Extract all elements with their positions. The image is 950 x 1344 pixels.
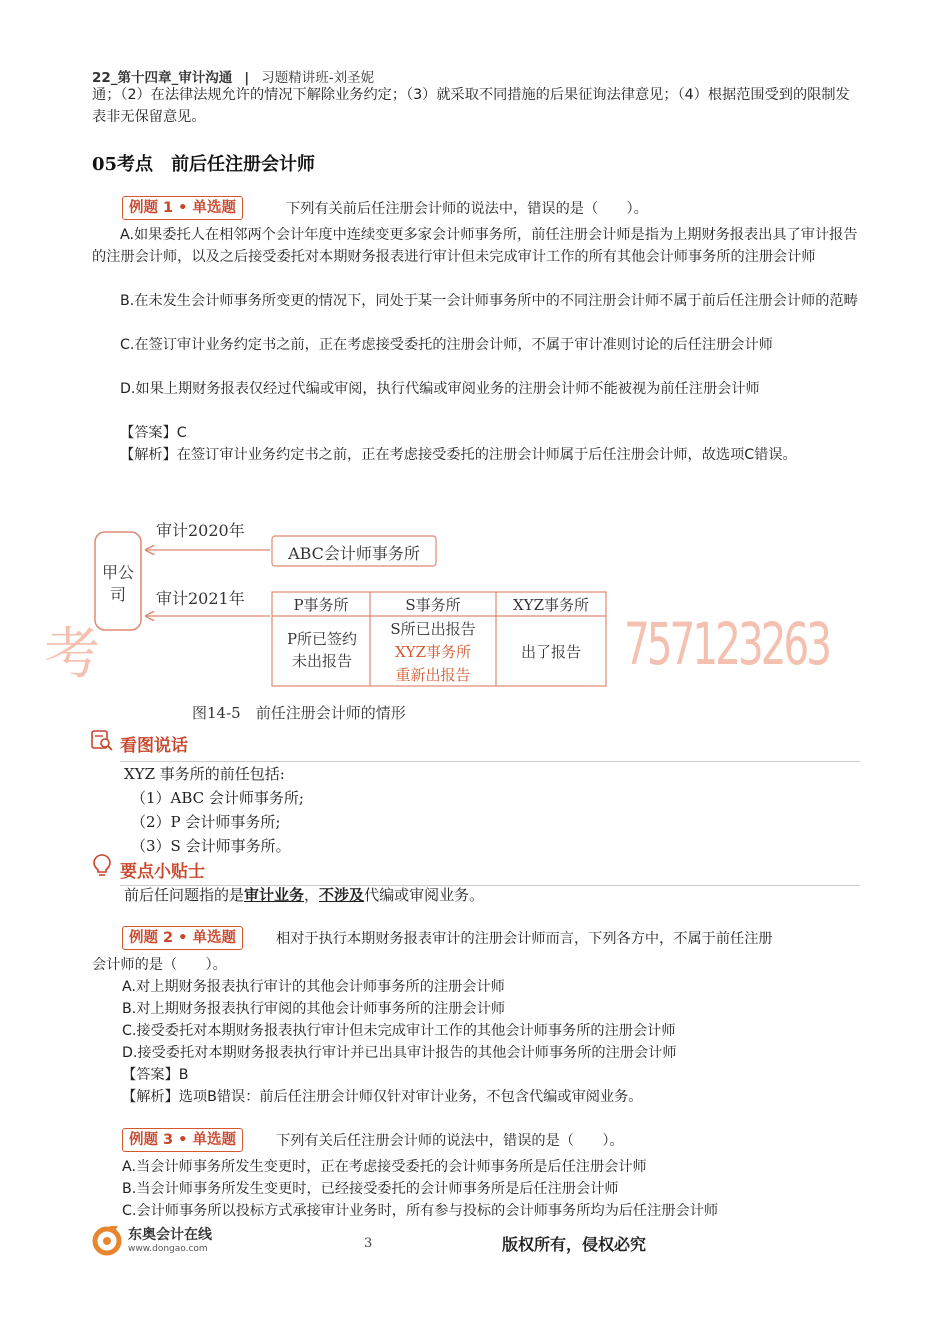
example3-badge: 例题 3 • 单选题 [122, 1128, 243, 1152]
example2-option-d: D.接受委托对本期财务报表执行审计并已出具审计报告的其他会计师事务所的注册会计师 [122, 1045, 677, 1061]
intro-paragraph: 通；（2）在法律法规允许的情况下解除业务约定；（3）就采取不同措施的后果征询法律意见；（4）根据范围受到的限制发表非无保留意见。 [92, 87, 850, 125]
example2-analysis: 【解析】选项B错误：前后任注册会计师仅针对审计业务，不包含代编或审阅业务。 [122, 1089, 643, 1105]
example1-badge: 例题 1 • 单选题 [122, 196, 243, 220]
example3-option-b: B.当会计师事务所发生变更时，已经接受委托的会计师事务所是后任注册会计师 [122, 1181, 619, 1197]
course-name: 习题精讲班-刘圣妮 [261, 70, 375, 86]
magnifier-doc-icon [90, 729, 114, 751]
example1-option-c: C.在签订审计业务约定书之前，正在考虑接受委托的注册会计师，不属于审计准则讨论的后任注册会计师 [120, 337, 773, 353]
header-separator: | [244, 70, 250, 86]
header-xyz-firm: XYZ事务所 [512, 596, 589, 614]
tip-see-line: （1）ABC 会计师事务所; [131, 789, 304, 807]
example2-option-c: C.接受委托对本期财务报表执行审计但未完成审计工作的其他会计师事务所的注册会计师 [122, 1023, 676, 1039]
example2-option-a: A.对上期财务报表执行审计的其他会计师事务所的注册会计师 [122, 979, 505, 995]
example2-badge: 例题 2 • 单选题 [122, 926, 243, 950]
chapter-title: 22_第十四章_审计沟通 [92, 70, 233, 86]
copyright-notice: 版权所有，侵权必究 [502, 1235, 647, 1254]
example3-option-a: A.当会计师事务所发生变更时，正在考虑接受委托的会计师事务所是后任注册会计师 [122, 1159, 647, 1175]
dongao-logo-icon [92, 1224, 122, 1256]
example2-option-b: B.对上期财务报表执行审阅的其他会计师事务所的注册会计师 [122, 1001, 506, 1017]
header-s-firm: S事务所 [405, 596, 461, 614]
example3-question: 下列有关后任注册会计师的说法中，错误的是（ ）。 [276, 1133, 624, 1149]
tip-key-emphasis-exclude: 不涉及 [319, 886, 365, 904]
abc-firm-label: ABC会计师事务所 [288, 544, 420, 563]
audit-2021-label: 审计2021年 [156, 589, 245, 608]
example1-option-a: A.如果委托人在相邻两个会计年度中连续变更多家会计师事务所，前任注册会计师是指为上期财务报表出具了审计报告的注册会计师，以及之后接受委托对本期财务报表进行审计但未完成审计工作的所有其他会计师事务所的注册会计师 [92, 227, 858, 265]
logo-url: www.dongao.com [128, 1244, 208, 1254]
tip-see-line: XYZ 事务所的前任包括: [124, 765, 285, 783]
s-firm-status [370, 618, 496, 687]
section-heading [92, 150, 315, 176]
lightbulb-icon [92, 853, 112, 877]
tip-see-content [124, 762, 304, 858]
tip-see-line: （2）P 会计师事务所; [131, 813, 281, 831]
example3-option-c: C.会计师事务所以投标方式承接审计业务时，所有参与投标的会计师事务所均为后任注册会计师 [122, 1203, 719, 1219]
tip-see-title: 看图说话 [120, 736, 188, 756]
s-firm-status-line2: XYZ事务所 [394, 643, 471, 661]
s-firm-status-line1: S所已出报告 [390, 620, 476, 638]
tip-key-content [124, 884, 484, 906]
tip-see-line: （3）S 会计师事务所。 [131, 837, 291, 855]
example2-question-part2: 会计师的是（ ）。 [92, 957, 227, 973]
tip-key-emphasis-audit: 审计业务 [244, 886, 305, 904]
tip-key-comma: ， [304, 886, 320, 904]
tip-key-suffix: 代编或审阅业务。 [364, 886, 485, 904]
section-number: 05考点 [92, 154, 154, 175]
example1-answer: 【答案】C [120, 425, 187, 441]
p-firm-status: P所已签约未出报告 [286, 630, 358, 670]
example2-question-part1: 相对于执行本期财务报表审计的注册会计师而言，下列各方中，不属于前任注册 [276, 931, 773, 947]
section-title: 前后任注册会计师 [171, 154, 316, 175]
example1-question: 下列有关前后任注册会计师的说法中，错误的是（ ）。 [286, 201, 648, 217]
example1-option-b: B.在未发生会计师事务所变更的情况下，同处于某一会计师事务所中的不同注册会计师不属于前后任注册会计师的范畴 [120, 293, 858, 309]
s-firm-status-line3: 重新出报告 [395, 666, 471, 684]
example2-answer: 【答案】B [122, 1067, 189, 1083]
watermark-number: 757123263 [624, 610, 829, 678]
header-p-firm: P事务所 [293, 596, 349, 614]
tip-key-title: 要点小贴士 [120, 862, 205, 882]
company-label: 甲公司 [101, 563, 134, 604]
example1-analysis: 【解析】在签订审计业务约定书之前，正在考虑接受委托的注册会计师属于后任注册会计师，故选项C错误。 [120, 447, 797, 463]
logo-name: 东奥会计在线 [128, 1227, 212, 1243]
xyz-firm-status: 出了报告 [520, 643, 581, 661]
diagram-caption: 图14-5 前任注册会计师的情形 [192, 704, 406, 722]
page-number: 3 [364, 1236, 373, 1251]
audit-2020-label: 审计2020年 [156, 521, 245, 540]
example1-option-d: D.如果上期财务报表仅经过代编或审阅，执行代编或审阅业务的注册会计师不能被视为前任注册会计师 [120, 381, 760, 397]
tip-key-prefix: 前后任问题指的是 [124, 886, 245, 904]
watermark-char: 考 [44, 622, 100, 687]
page-header [92, 66, 374, 86]
